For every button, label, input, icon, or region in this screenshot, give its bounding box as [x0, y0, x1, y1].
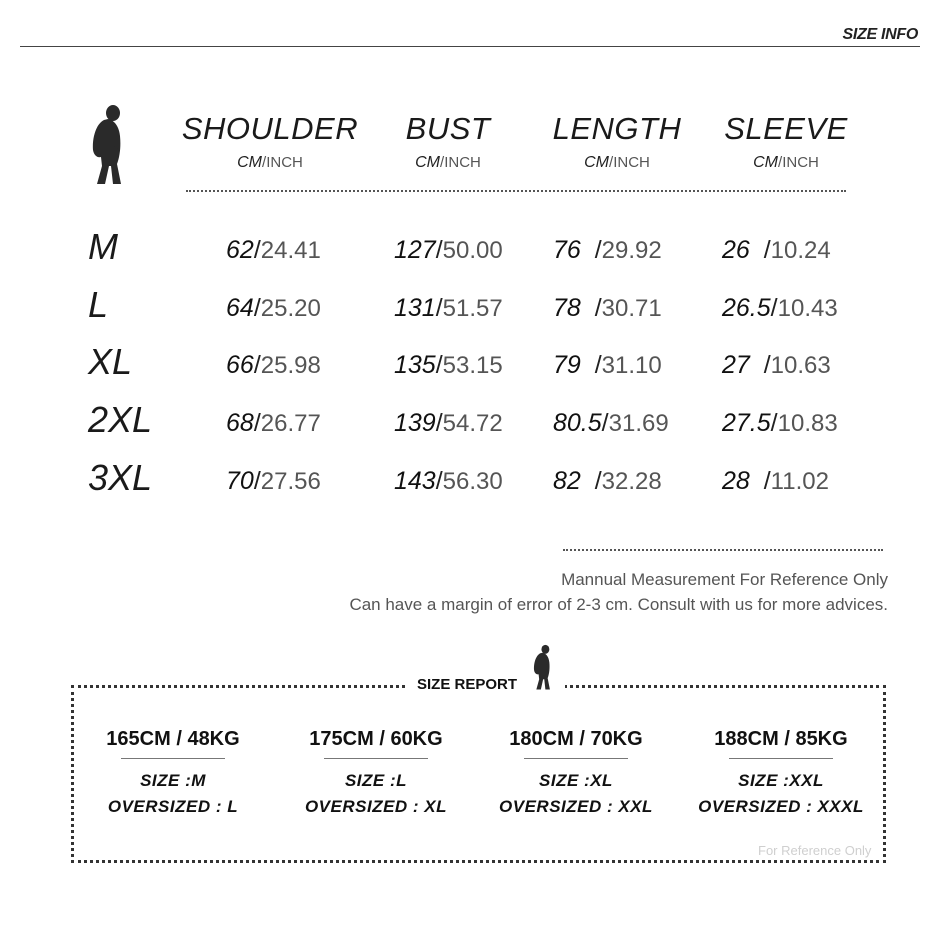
- column-name: LENGTH: [552, 111, 682, 146]
- size-label-2xl: 2XL: [88, 399, 153, 440]
- column-header-sleeve: [696, 113, 876, 172]
- note-dotted-divider: [563, 549, 883, 551]
- header-divider: [20, 46, 920, 47]
- table-cell: 27.5/10.83: [722, 409, 838, 437]
- table-cell: 127/50.00: [394, 236, 503, 264]
- height-weight: 175CM / 60KG: [309, 728, 443, 750]
- column-header-bust: [358, 113, 538, 172]
- column-unit: CM/INCH: [237, 154, 303, 171]
- recommended-size: SIZE :L: [344, 771, 408, 790]
- profile-divider: [121, 758, 225, 759]
- page-title: SIZE INFO: [842, 26, 918, 43]
- header-dotted-divider: [186, 190, 846, 192]
- table-cell: 76 /29.92: [553, 236, 662, 264]
- recommended-size: SIZE :M: [140, 771, 206, 790]
- profile-divider: [729, 758, 833, 759]
- table-cell: 131/51.57: [394, 294, 503, 322]
- profile-divider: [524, 758, 628, 759]
- size-report-title: SIZE REPORT: [417, 676, 518, 693]
- size-label-xl: XL: [88, 341, 133, 382]
- table-cell: 64/25.20: [226, 294, 321, 322]
- table-cell: 70/27.56: [226, 467, 321, 495]
- reference-footnote: For Reference Only: [758, 843, 872, 858]
- size-label-l: L: [88, 284, 109, 325]
- table-cell: 26.5/10.43: [722, 294, 838, 322]
- margin-note: Can have a margin of error of 2-3 cm. Consult with us for more advices.: [349, 595, 888, 614]
- size-report-header: [405, 644, 565, 694]
- table-cell: 143/56.30: [394, 467, 503, 495]
- table-cell: 26 /10.24: [722, 236, 831, 264]
- column-unit: CM/INCH: [753, 154, 819, 171]
- table-cell: 82 /32.28: [553, 467, 662, 495]
- column-name: SLEEVE: [724, 111, 848, 146]
- size-report-profile: [281, 728, 471, 817]
- table-cell: 135/53.15: [394, 351, 503, 379]
- measurement-note: Mannual Measurement For Reference Only: [561, 570, 888, 589]
- table-cell: 68/26.77: [226, 409, 321, 437]
- oversized-size: OVERSIZED : XL: [304, 797, 448, 816]
- oversized-size: OVERSIZED : L: [107, 797, 239, 816]
- height-weight: 180CM / 70KG: [509, 728, 643, 750]
- column-unit: CM/INCH: [584, 154, 650, 171]
- column-name: BUST: [405, 111, 491, 146]
- recommended-size: SIZE :XL: [539, 771, 613, 790]
- column-header-length: [527, 113, 707, 172]
- size-report-profile: [481, 728, 671, 817]
- table-cell: 28 /11.02: [722, 467, 829, 495]
- column-header-shoulder: [180, 113, 360, 172]
- height-weight: 165CM / 48KG: [106, 728, 240, 750]
- oversized-size: OVERSIZED : XXL: [499, 797, 653, 816]
- profile-divider: [324, 758, 428, 759]
- table-cell: 80.5/31.69: [553, 409, 669, 437]
- size-report-profile: [78, 728, 268, 817]
- size-label-m: M: [88, 226, 118, 267]
- height-weight: 188CM / 85KG: [714, 728, 848, 750]
- column-name: SHOULDER: [181, 111, 359, 146]
- size-label-3xl: 3XL: [88, 457, 153, 498]
- size-report-profile: [686, 728, 876, 817]
- column-unit: CM/INCH: [415, 154, 481, 171]
- standing-figure-icon: [529, 644, 555, 697]
- table-cell: 27 /10.63: [722, 351, 831, 379]
- table-cell: 62/24.41: [226, 236, 321, 264]
- standing-figure-icon: [84, 104, 130, 188]
- table-cell: 139/54.72: [394, 409, 503, 437]
- table-cell: 78 /30.71: [553, 294, 662, 322]
- table-cell: 66/25.98: [226, 351, 321, 379]
- recommended-size: SIZE :XXL: [738, 771, 824, 790]
- oversized-size: OVERSIZED : XXXL: [698, 797, 864, 816]
- table-cell: 79 /31.10: [553, 351, 662, 379]
